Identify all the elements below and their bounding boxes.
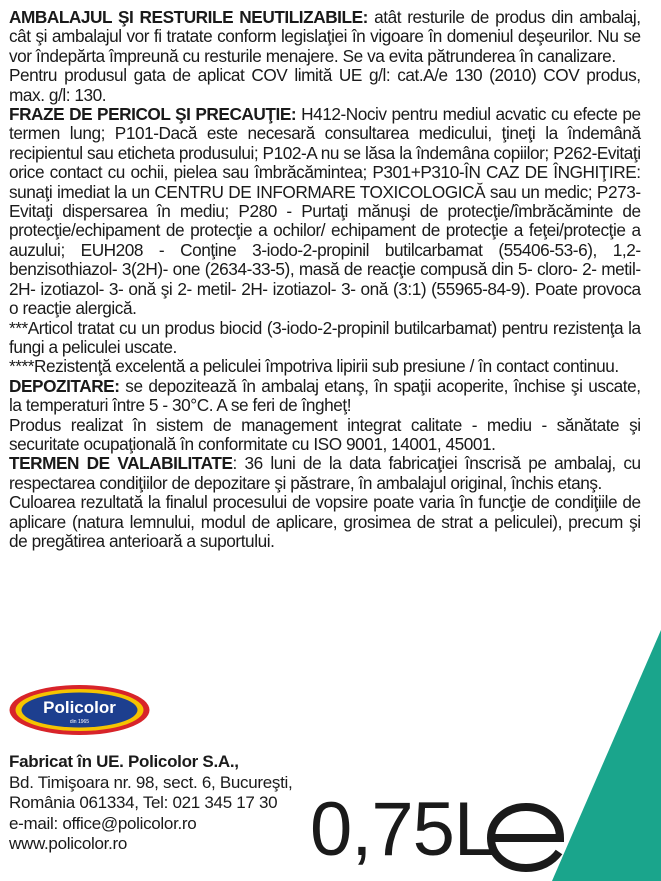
color-note: Culoarea rezultată la finalul procesului de vopsire poate varia în funcţie de condiţiile de aplicare (natura lemnului, modul de aplicare, grosimea de strat a peliculei), precum şi de pregătirea anterioară a suportului. xyxy=(9,492,641,551)
shelf-life-paragraph: TERMEN DE VALABILITATE: 36 luni de la data fabricaţiei înscrisă pe ambalaj, cu respectarea condiţiilor de depozitare şi păstrare, în ambalajul original, închis etanş. xyxy=(9,453,641,493)
packaging-paragraph: AMBALAJUL ŞI RESTURILE NEUTILIZABILE: atât resturile de produs din ambalaj, cât şi ambalajul vor fi tratate conform legislaţiei în vigoare în domeniul deşeurilor. Nu se vor îndepărta împreună cu resturile menajere. Se va evita pătrunderea în canalizare. xyxy=(9,7,641,66)
manufacturer-info xyxy=(9,752,292,855)
logo-brand-text: Policolor xyxy=(43,698,116,717)
voc-paragraph: Pentru produsul gata de aplicat COV limită UE g/l: cat.A/e 130 (2010) COV produs, max. g/l: 130. xyxy=(9,65,641,105)
storage-paragraph: DEPOZITARE: se depozitează în ambalaj etanş, în spaţii acoperite, închise şi uscate, la temperaturi între 5 - 30°C. A se feri de îngheţ! xyxy=(9,375,641,416)
logo-tagline-text: din 1965 xyxy=(69,719,90,725)
volume-label: 0,75L xyxy=(310,787,496,872)
packaging-heading: AMBALAJUL ŞI RESTURILE NEUTILIZABILE: xyxy=(9,7,368,27)
website-line: www.policolor.ro xyxy=(9,834,128,853)
address-phone-line: România 061334, Tel: 021 345 17 30 xyxy=(9,793,278,812)
manufacturer-name: Fabricat în UE. Policolor S.A., xyxy=(9,752,239,771)
resistance-note: ****Rezistenţă excelentă a peliculei împotriva lipirii sub presiune / în contact continuu. xyxy=(9,356,619,377)
address-line: Bd. Timişoara nr. 98, sect. 6, Bucureşti, xyxy=(9,772,293,792)
email-line: e-mail: office@policolor.ro xyxy=(9,813,197,833)
biocide-note: ***Articol tratat cu un produs biocid (3-iodo-2-propinil butilcarbamat) pentru rezistenţa la fungi a peliculei uscate. xyxy=(9,317,641,357)
hazard-heading: FRAZE DE PERICOL ŞI PRECAUŢIE: xyxy=(9,104,297,125)
label-text xyxy=(9,8,641,551)
hazard-paragraph: FRAZE DE PERICOL ŞI PRECAUŢIE: H412-Nociv pentru mediul acvatic cu efecte pe termen lung; P101-Dacă este necesară consultarea medicului, ţineţi la îndemână recipientul sau eticheta produsului; P102-A nu se lăsa la îndemâna copiilor; P262-Evitaţi orice contact cu ochii, pielea sau îmbrăcămintea; P301+P310-ÎN CAZ DE ÎNGHIŢIRE: sunaţi imediat la un CENTRU DE INFORMARE TOXICOLOGICĂ sau un medic; P273-Evitaţi dispersarea în mediu; P280 - Purtaţi mănuşi de protecţie/îmbrăcăminte de protecţie/echipament de protecţie a ochilor/ echipament de protecţie a feţei/protecţie a auzului; EUH208 - Conţine 3-iodo-2-propinil butilcarbamat (55406-53-6), 1,2- benzisothiazol- 3(2H)- one (2634-33-5), masă de reacţie compusă din 5- cloro- 2- metil- 2H- izotiazol- 3- onă şi 2- metil- 2H- izotiazol- 3- onă (3:1) (55965-84-9). Poate provoca o reacţie alergică. xyxy=(9,104,641,319)
shelf-life-heading: TERMEN DE VALABILITATE xyxy=(9,453,233,474)
storage-heading: DEPOZITARE: xyxy=(9,375,120,396)
estimated-e-mark-icon xyxy=(480,802,572,872)
policolor-logo xyxy=(8,684,151,736)
management-system-note: Produs realizat în sistem de management integrat calitate - mediu - sănătate şi securitate ocupaţională în conformitate cu ISO 9001, 14001, 45001. xyxy=(9,414,641,454)
